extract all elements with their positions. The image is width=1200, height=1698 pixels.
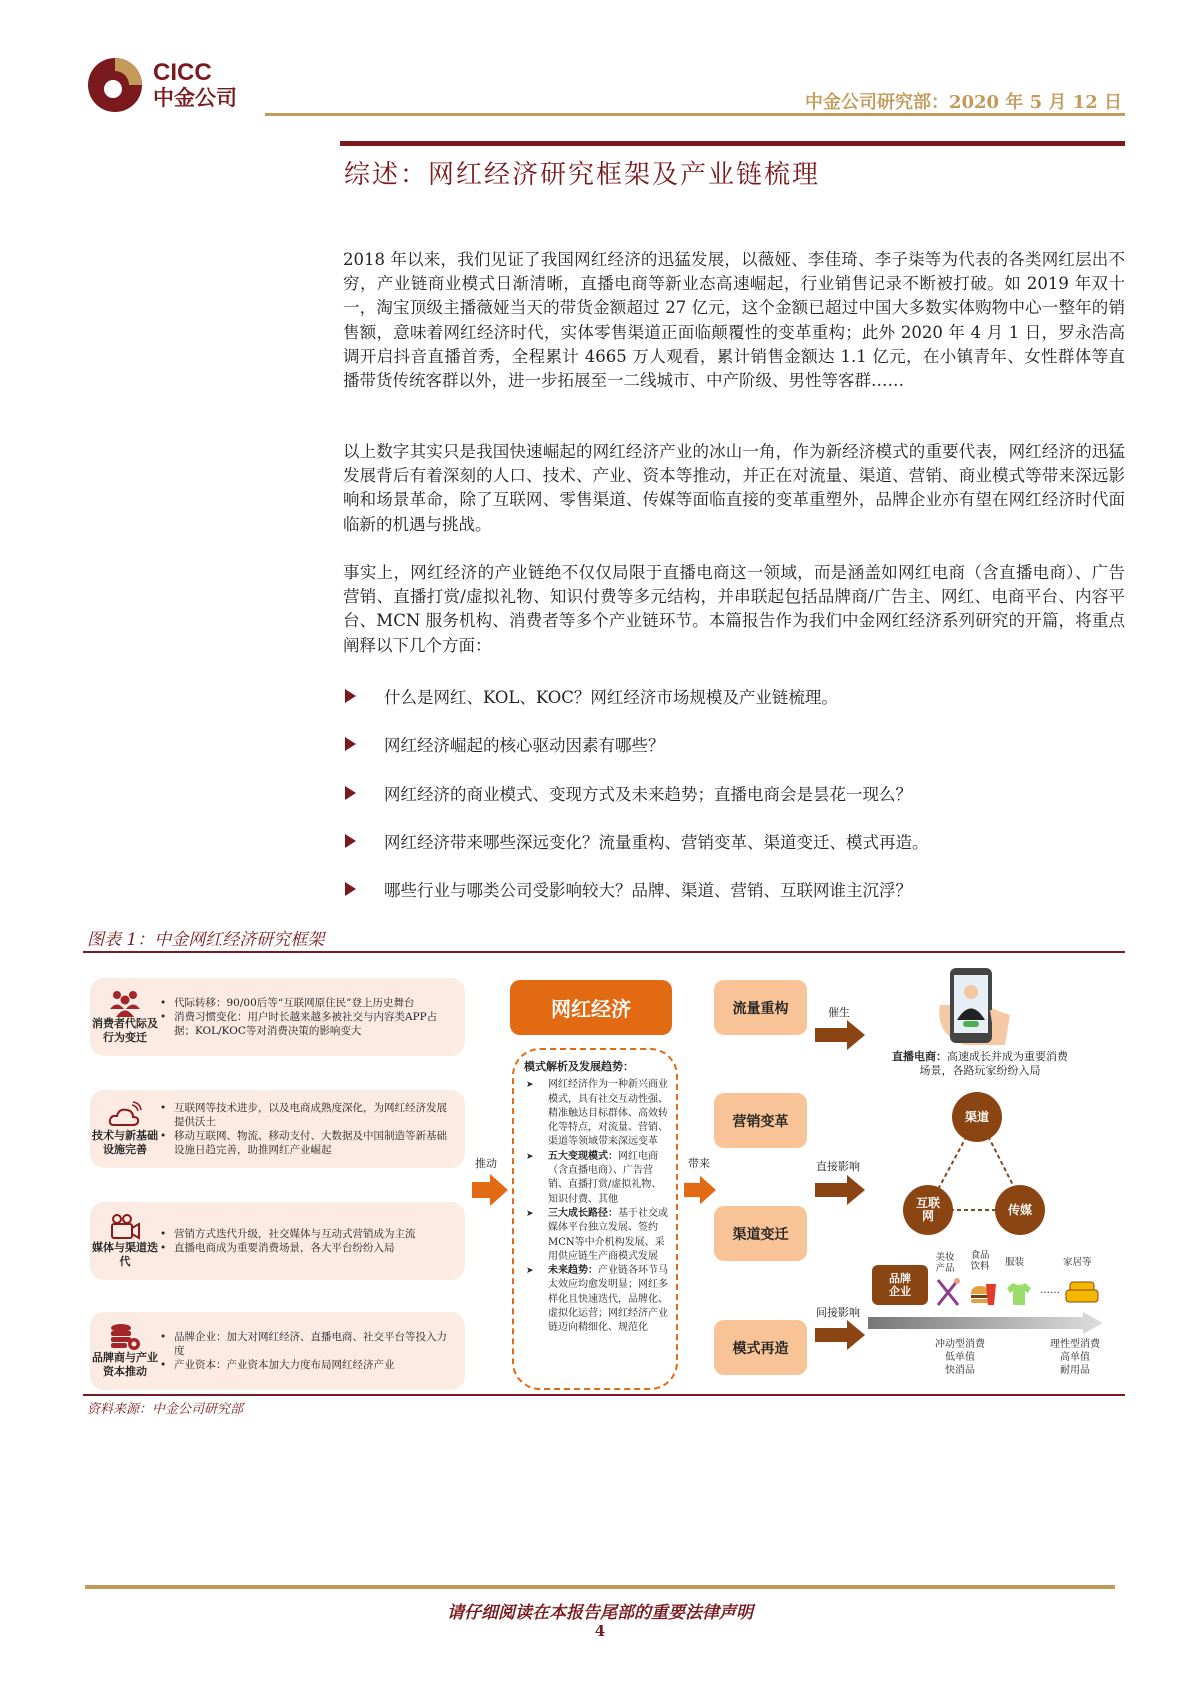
- legal-notice: 请仔细阅读在本报告尾部的重要法律声明: [447, 1603, 753, 1623]
- figure-top-rule: [83, 951, 1125, 953]
- model-item: [524, 1078, 668, 1149]
- driver-point: • 品牌企业：加大对网红经济、直播电商、社交平台等投入力度: [160, 1330, 457, 1358]
- bullet-text: 什么是网红、KOL、KOC？网红经济市场规模及产业链梳理。: [384, 688, 838, 707]
- model-box: [512, 1048, 678, 1390]
- center-title-box: 网红经济: [510, 980, 672, 1035]
- spectrum-text: 理性型消费: [1050, 1339, 1100, 1350]
- model-item-text: 网红电商（含直播电商）、广告营销、直播打赏/虚拟礼物、知识付费、其他: [548, 1150, 662, 1205]
- consumption-spectrum-arrow: [868, 1312, 1103, 1334]
- spectrum-text: 高单值: [1060, 1352, 1090, 1363]
- bullet-item: [345, 684, 838, 708]
- driver-label: 消费者代际及行为变迁: [92, 1017, 158, 1044]
- bullet-text: 网红经济崛起的核心驱动因素有哪些？: [384, 736, 665, 755]
- change-box: 流量重构: [714, 980, 807, 1035]
- bullet-item: [345, 877, 912, 901]
- paragraph: 2018 年以来，我们见证了我国网红经济的迅猛发展，以薇娅、李佳琦、李子柒等为代表的各类网红层出不穷，产业链商业模式日渐清晰，直播电商等新业态高速崛起，行业销售记录不断被打破。如 2019 年双十一，淘宝顶级主播薇娅当天的带货金额超过 27 亿元，这个金额已超过中国大多数实体购物中心一整年的销售额，意味着网红经济时代，实体零售渠道正面临颠覆性的变革重构；此外 2020 年 4 月 1 日，罗永浩高调开启抖音直播首秀，全程累计 4665 万人观看，累计销售金额达 1.1 亿元，在小镇青年、女性群体等直播带货传统客群以外，进一步拓展至一二线城市、中产阶级、男性等客群……: [343, 250, 1125, 391]
- bullet-text: 哪些行业与哪类公司受影响较大？品牌、渠道、营销、互联网谁主沉浮？: [384, 881, 912, 900]
- spectrum-text: 冲动型消费: [935, 1339, 985, 1350]
- phone-livestream-icon: [935, 965, 1020, 1047]
- arrow-label: 催生: [828, 1006, 850, 1019]
- driver-point: • 消费习惯变化：用户时长越来越多被社交与内容类APP占据；KOL/KOC等对消费决策的影响变大: [160, 1010, 457, 1038]
- brown-arrow-icon: [815, 1320, 865, 1350]
- node-internet: 互联网: [903, 1185, 953, 1235]
- driver-point: • 直播电商成为重要消费场景，各大平台纷纷入局: [160, 1241, 457, 1255]
- video-camera-icon: [108, 1213, 142, 1241]
- bullet-item: [345, 829, 929, 853]
- model-item-bold: 未来趋势：: [548, 1265, 598, 1277]
- footer-divider: [85, 1585, 1115, 1589]
- model-item: [524, 1207, 668, 1264]
- database-gear-icon: [108, 1323, 142, 1351]
- model-item-text: 产业链各环节马太效应均愈发明显；网红多样化且快速迭代，品牌化、虚拟化运营；网红经济产业链迈向精细化、规范化: [548, 1265, 668, 1334]
- spectrum-text: 快消品: [945, 1365, 975, 1376]
- driver-box: [90, 978, 465, 1056]
- makeup-brush-icon: [935, 1277, 961, 1307]
- source-note: 资料来源：中金公司研究部: [87, 1402, 244, 1417]
- cicc-logo-icon: [85, 55, 145, 115]
- triangle-bullet-icon: [345, 882, 356, 896]
- spectrum-text: 低单值: [945, 1352, 975, 1363]
- change-box: 模式再造: [714, 1320, 807, 1375]
- driver-point: • 产业资本：产业资本加大力度布局网红经济产业: [160, 1358, 457, 1372]
- triangle-bullet-icon: [345, 834, 356, 848]
- change-box: 渠道变迁: [714, 1206, 807, 1261]
- product-label: 家居等: [1063, 1257, 1092, 1268]
- page-number: 4: [594, 1622, 606, 1640]
- triangle-bullet-icon: [345, 689, 356, 703]
- section-title: 综述：网红经济研究框架及产业链梳理: [344, 160, 821, 190]
- bring-label: 带来: [688, 1157, 710, 1170]
- model-item: [524, 1150, 668, 1207]
- clothing-icon: [1005, 1280, 1033, 1306]
- spectrum-text: 耐用品: [1060, 1365, 1090, 1376]
- sofa-icon: [1065, 1280, 1099, 1306]
- model-heading: 模式解析及发展趋势：: [524, 1060, 634, 1073]
- driver-point: • 代际转移：90/00后等“互联网原住民”登上历史舞台: [160, 996, 457, 1010]
- bullet-text: 网红经济的商业模式、变现方式及未来趋势；直播电商会是昙花一现么？: [384, 785, 912, 804]
- triangle-bullet-icon: [345, 737, 356, 751]
- logo-en: CICC: [153, 59, 212, 86]
- brown-arrow-icon: [815, 1020, 865, 1050]
- node-channel: 渠道: [952, 1092, 1002, 1142]
- model-item-bold: 三大成长路径：: [548, 1207, 618, 1219]
- product-label: 食品饮料: [970, 1250, 990, 1272]
- live-caption-bold: 直播电商：: [892, 1050, 947, 1063]
- driver-box: [90, 1090, 465, 1168]
- orange-arrow-icon: [472, 1174, 508, 1206]
- bullet-text: 网红经济带来哪些深远变化？流量重构、营销变革、渠道变迁、模式再造。: [384, 833, 929, 852]
- driver-label: 品牌商与产业资本推动: [92, 1351, 158, 1378]
- triangle-bullet-icon: [345, 786, 356, 800]
- title-bar: [340, 141, 1125, 146]
- model-item-bold: 五大变现模式：: [548, 1150, 618, 1162]
- burger-drink-icon: [969, 1280, 997, 1306]
- logo-cn: 中金公司: [153, 87, 237, 110]
- push-label: 推动: [475, 1157, 497, 1170]
- bullet-item: [345, 781, 912, 805]
- bullet-item: [345, 732, 665, 756]
- driver-label: 媒体与渠道迭代: [92, 1241, 158, 1268]
- cloud-icon: [108, 1101, 142, 1129]
- brand-box: 品牌企业: [872, 1265, 928, 1305]
- brown-arrow-icon: [815, 1175, 865, 1205]
- report-date: 中金公司研究部：2020 年 5 月 12 日: [804, 92, 1122, 113]
- driver-point: • 移动互联网、物流、移动支付、大数据及中国制造等新基础设施日趋完善，助推网红产业崛起: [160, 1129, 457, 1157]
- header-divider: [265, 113, 1125, 116]
- live-caption: [890, 1050, 1070, 1078]
- paragraph: 以上数字其实只是我国快速崛起的网红经济产业的冰山一角，作为新经济模式的重要代表，网红经济的迅猛发展背后有着深刻的人口、技术、产业、资本等推动，并正在对流量、渠道、营销、商业模式等带来深远影响和场景革命，除了互联网、零售渠道、传媒等面临直接的变革重塑外，品牌企业亦有望在网红经济时代面临新的机遇与挑战。: [343, 442, 1125, 534]
- driver-label: 技术与新基础设施完善: [92, 1129, 158, 1156]
- orange-arrow-icon: [684, 1174, 716, 1206]
- driver-point: • 互联网等技术进步，以及电商成熟度深化，为网红经济发展提供沃土: [160, 1101, 457, 1129]
- ellipsis: ……: [1040, 1285, 1060, 1296]
- node-media: 传媒: [995, 1185, 1045, 1235]
- arrow-label: 直接影响: [816, 1160, 860, 1173]
- model-item: [524, 1264, 668, 1335]
- driver-box: [90, 1202, 465, 1280]
- product-label: 服装: [1005, 1257, 1025, 1268]
- people-icon: [108, 989, 142, 1017]
- live-caption-text: 高速成长并成为重要消费场景，各路玩家纷纷入局: [919, 1050, 1068, 1077]
- product-label: 美妆产品: [935, 1252, 955, 1274]
- driver-point: • 营销方式迭代升级，社交媒体与互动式营销成为主流: [160, 1227, 457, 1241]
- figure-title: 图表 1：中金网红经济研究框架: [87, 930, 325, 950]
- spectrum-left: [925, 1338, 995, 1377]
- model-item-text: 网红经济作为一种新兴商业模式，具有社交互动性强、精准触达目标群体、高效转化等特点，对流量、营销、渠道等领域带来深远变革: [548, 1079, 668, 1148]
- figure-bottom-rule: [83, 1394, 1125, 1396]
- paragraph: 事实上，网红经济的产业链绝不仅仅局限于直播电商这一领域，而是涵盖如网红电商（含直播电商）、广告营销、直播打赏/虚拟礼物、知识付费等多元结构，并串联起包括品牌商/广告主、网红、电商平台、内容平台、MCN 服务机构、消费者等多个产业链环节。本篇报告作为我们中金网红经济系列研究的开篇，将重点阐释以下几个方面：: [343, 563, 1125, 655]
- arrow-label: 间接影响: [816, 1306, 860, 1319]
- cicc-logo: [85, 55, 255, 117]
- spectrum-right: [1040, 1338, 1110, 1377]
- change-box: 营销变革: [714, 1093, 807, 1148]
- driver-box: [90, 1312, 465, 1390]
- model-item-text: 基于社交或媒体平台独立发展、签约MCN等中介机构发展、采用供应链生产商模式发展: [548, 1207, 668, 1262]
